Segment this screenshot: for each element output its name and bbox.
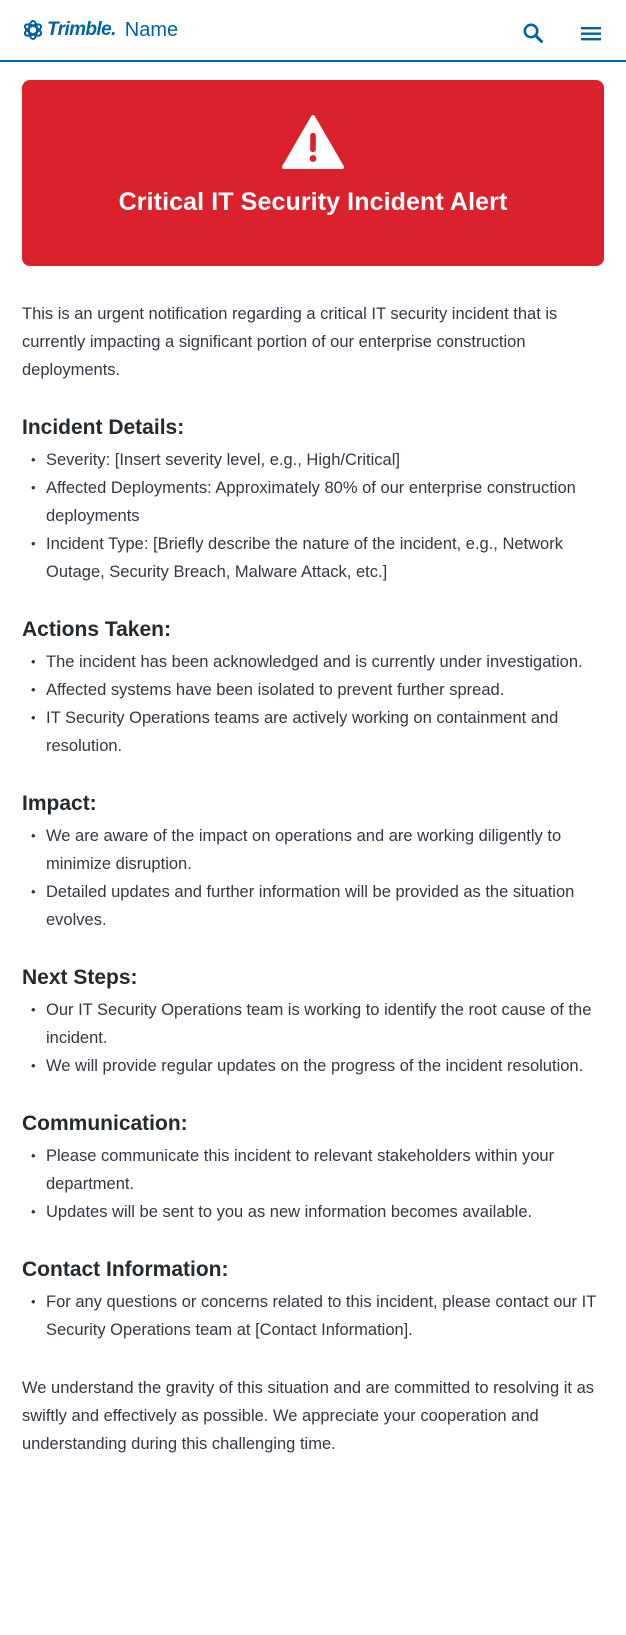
list-item: • The incident has been acknowledged and is currently under investigation. (46, 648, 604, 676)
intro-paragraph: This is an urgent notification regarding a critical IT security incident that is currently impacting a significant portion of our enterprise construction deployments. (22, 305, 558, 379)
list-item: • Please communicate this incident to relevant stakeholders within your department. (46, 1142, 604, 1198)
section-communication (22, 1110, 604, 1226)
header-actions (520, 20, 604, 46)
menu-button[interactable] (578, 20, 604, 46)
list-item: • We will provide regular updates on the progress of the incident resolution. (46, 1052, 604, 1080)
section-next-steps (22, 964, 604, 1080)
list-item: • Our IT Security Operations team is working to identify the root cause of the incident. (46, 996, 604, 1052)
section-title: Communication: (22, 1112, 188, 1135)
section-impact (22, 790, 604, 934)
bullet-list (22, 996, 604, 1080)
list-item: • Affected Deployments: Approximately 80% of our enterprise construction deployments (46, 474, 604, 530)
list-item: • Incident Type: [Briefly describe the nature of the incident, e.g., Network Outage, Security Breach, Malware Attack, etc.] (46, 530, 604, 586)
trimble-globe-icon (22, 20, 44, 40)
section-actions-taken (22, 616, 604, 760)
list-item: • We are aware of the impact on operations and are working diligently to minimize disruption. (46, 822, 604, 878)
closing-paragraph: We understand the gravity of this situation and are committed to resolving it as swiftly and effectively as possible. We appreciate your cooperation and understanding during this challenging time. (22, 1379, 594, 1453)
search-button[interactable] (520, 20, 546, 46)
section-title: Impact: (22, 792, 97, 815)
section-title: Incident Details: (22, 416, 185, 439)
bullet-list (22, 1288, 604, 1344)
section-title: Actions Taken: (22, 618, 171, 641)
list-item: • Detailed updates and further information will be provided as the situation evolves. (46, 878, 604, 934)
bullet-list (22, 1142, 604, 1226)
top-app-bar (0, 0, 626, 62)
list-item: • IT Security Operations teams are actively working on containment and resolution. (46, 704, 604, 760)
alert-title: Critical IT Security Incident Alert (118, 188, 508, 216)
section-incident-details (22, 414, 604, 586)
section-title: Contact Information: (22, 1258, 229, 1281)
bullet-list (22, 648, 604, 760)
bullet-list (22, 822, 604, 934)
list-item: • Severity: [Insert severity level, e.g., High/Critical] (46, 446, 604, 474)
list-item: • Affected systems have been isolated to prevent further spread. (46, 676, 604, 704)
critical-alert-banner (22, 80, 604, 266)
hamburger-menu-icon (580, 24, 602, 42)
search-icon (522, 22, 544, 44)
list-item: • For any questions or concerns related to this incident, please contact our IT Security Operations team at [Contact Information]. (46, 1288, 604, 1344)
warning-triangle-icon (282, 114, 344, 170)
list-item: • Updates will be sent to you as new information becomes available. (46, 1198, 604, 1226)
message-body (0, 300, 626, 1458)
app-name: Name (124, 18, 179, 41)
bullet-list (22, 446, 604, 586)
brand[interactable] (22, 19, 178, 42)
logo-wordmark: Trimble. (47, 19, 116, 40)
section-title: Next Steps: (22, 966, 138, 989)
section-contact-information (22, 1256, 604, 1344)
